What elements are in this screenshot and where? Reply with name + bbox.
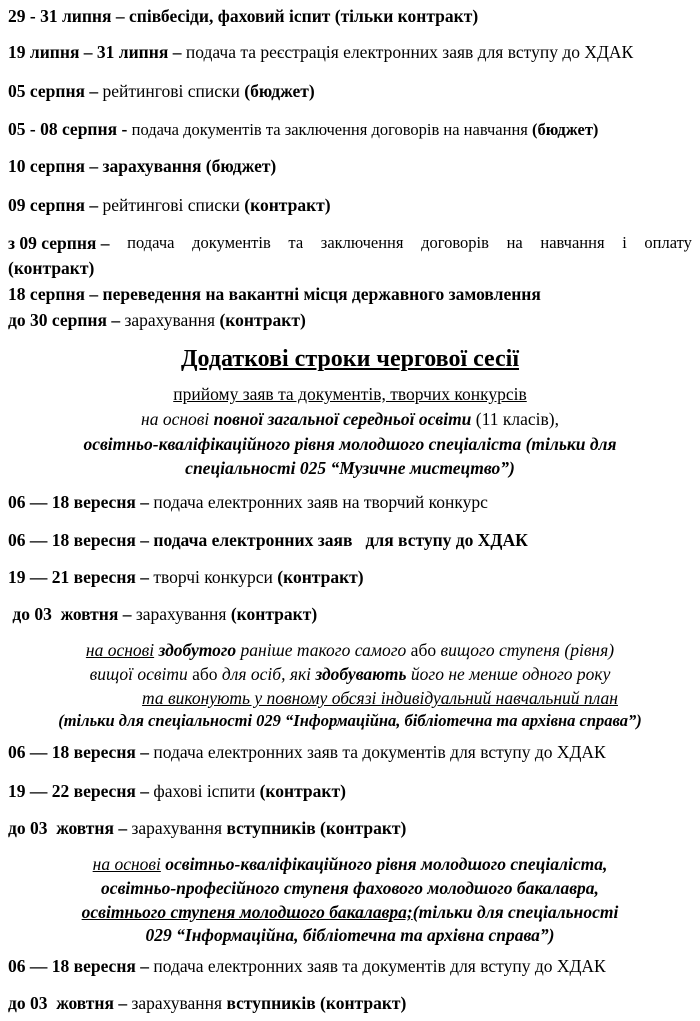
row-suffix: (контракт) — [215, 310, 306, 330]
schedule-row — [8, 232, 692, 254]
basis-line: освітньо-професійного ступеня фахового молодшого бакалавра, — [101, 878, 599, 898]
row-separator: – — [135, 567, 154, 587]
basis-text: або — [410, 640, 437, 660]
basis-line: освітньо-кваліфікаційного рівня молодшого спеціаліста (тільки для — [83, 434, 617, 454]
row-suffix: вступників (контракт) — [222, 818, 407, 838]
schedule-row — [8, 566, 692, 588]
basis-text: вищої освіти — [89, 664, 193, 684]
basis-emphasis: здобувають — [315, 664, 407, 684]
row-separator: – — [135, 956, 154, 976]
row-separator: – — [85, 156, 103, 176]
row-dates: 10 серпня — [8, 156, 85, 176]
row-word: заключення — [320, 233, 404, 252]
row-dates: 09 серпня — [8, 195, 85, 215]
row-dates — [8, 232, 110, 254]
basis-emphasis: здобутого — [158, 640, 237, 660]
row-suffix: (бюджет) — [527, 120, 599, 139]
basis-text: раніше такого самого — [236, 640, 411, 660]
row-text: переведення на вакантні місця державного замовлення — [102, 284, 541, 304]
schedule-row — [8, 529, 692, 551]
row-text: подача електронних заяв на творчий конкурс — [153, 492, 488, 512]
row-separator: – — [113, 818, 132, 838]
basis-line — [0, 853, 700, 875]
row-dates: 19 липня – 31 липня — [8, 42, 169, 62]
basis-line — [0, 408, 700, 430]
row-word: навчання — [540, 233, 605, 252]
row-suffix: (контракт) — [255, 781, 346, 801]
basis-line — [0, 639, 700, 661]
row-text: подача електронних заяв та документів для вступу до ХДАК — [153, 742, 606, 762]
row-text: подача електронних заяв та документів для вступу до ХДАК — [153, 956, 606, 976]
schedule-row — [8, 491, 692, 513]
basis-text: вищого ступеня (рівня) — [436, 640, 615, 660]
basis-text: на основі — [92, 854, 161, 874]
row-suffix: (контракт) — [272, 567, 364, 587]
row-dates: до 03 жовтня — [8, 818, 114, 838]
row-suffix: (бюджет) — [239, 81, 315, 101]
row-text: рейтингові списки — [102, 195, 240, 215]
row-dates: 18 серпня — [8, 284, 85, 304]
basis-line: (тільки для спеціальності 029 “Інформаційна, бібліотечна та архівна справа”) — [58, 711, 642, 730]
row-dates: 29 - 31 липня — [8, 6, 112, 26]
row-separator: – — [118, 604, 136, 624]
row-separator: – — [135, 781, 154, 801]
basis-line: 029 “Інформаційна, бібліотечна та архівна справа”) — [145, 925, 555, 945]
schedule-row — [8, 5, 692, 27]
row-dates-text: з 09 серпня — [8, 233, 97, 253]
row-suffix: (контракт) — [239, 195, 331, 215]
basis-line — [0, 901, 700, 923]
row-dates: 19 — 21 вересня — [8, 567, 136, 587]
row-text: подача електронних заяв для вступу до ХДАК — [153, 530, 528, 550]
row-text: подача та реєстрація електронних заяв для вступу до ХДАК — [185, 42, 634, 62]
row-separator: – — [135, 742, 154, 762]
schedule-row — [8, 741, 692, 763]
row-text: зарахування — [131, 818, 223, 838]
row-word: та — [288, 233, 304, 252]
row-separator: – — [135, 492, 154, 512]
schedule-row — [8, 309, 692, 331]
row-dates: 06 — 18 вересня — [8, 492, 136, 512]
schedule-row — [8, 41, 692, 63]
row-separator: – — [111, 6, 129, 26]
basis-text: на основі — [85, 640, 155, 660]
section-subtitle: прийому заяв та документів, творчих конкурсів — [173, 384, 527, 404]
row-word: на — [506, 233, 523, 252]
row-word: подача — [127, 233, 175, 252]
row-dates: 06 — 18 вересня — [8, 530, 136, 550]
row-separator: – — [135, 530, 154, 550]
row-separator: – — [168, 42, 186, 62]
row-text: творчі конкурси — [153, 567, 273, 587]
row-text: подача документів та заключення договорів на навчання — [131, 120, 528, 139]
row-word: і — [622, 233, 627, 252]
basis-emphasis: освітньо-кваліфікаційного рівня молодшого спеціаліста, — [160, 854, 608, 874]
row-dates: до 03 жовтня — [8, 604, 119, 624]
row-separator: – — [113, 993, 132, 1013]
row-text: зарахування (бюджет) — [102, 156, 277, 176]
row-separator: – — [96, 233, 110, 253]
row-continuation: (контракт) — [8, 258, 95, 278]
basis-emphasis: освітнього ступеня молодшого бакалавра; — [81, 902, 413, 922]
row-word: оплату — [644, 233, 692, 252]
schedule-row — [8, 817, 692, 839]
basis-line — [0, 663, 700, 685]
row-text: фахові іспити — [153, 781, 256, 801]
basis-text: його не менше одного року — [406, 664, 611, 684]
row-dates: 06 — 18 вересня — [8, 742, 136, 762]
row-text: зарахування — [135, 604, 227, 624]
basis-text: (11 класів), — [471, 409, 559, 429]
row-dates: 19 — 22 вересня — [8, 781, 136, 801]
schedule-row — [8, 955, 692, 977]
basis-line: спеціальності 025 “Музичне мистецтво”) — [185, 458, 515, 478]
schedule-row — [8, 155, 692, 177]
schedule-row — [8, 283, 692, 305]
row-text: співбесіди, фаховий іспит (тільки контракт) — [129, 6, 479, 26]
basis-text: на основі — [141, 409, 214, 429]
schedule-row — [8, 603, 692, 625]
schedule-row — [8, 780, 692, 802]
schedule-row — [8, 992, 692, 1014]
row-separator: – — [85, 195, 103, 215]
basis-emphasis: (тільки для спеціальності — [412, 902, 619, 922]
basis-emphasis: повної загальної середньої освіти — [213, 409, 472, 429]
row-text: зарахування — [131, 993, 223, 1013]
basis-text: для осіб, які — [217, 664, 316, 684]
row-dates: до 03 жовтня — [8, 993, 114, 1013]
schedule-row — [8, 80, 692, 102]
row-text: зарахування — [124, 310, 216, 330]
section-title: Додаткові строки чергової сесії — [181, 346, 519, 372]
row-dates: 06 — 18 вересня — [8, 956, 136, 976]
row-suffix: вступників (контракт) — [222, 993, 407, 1013]
basis-line: та виконують у повному обсязі індивідуальний навчальний план — [142, 688, 618, 708]
row-word: документів — [192, 233, 271, 252]
row-separator: - — [117, 119, 132, 139]
row-separator: – — [85, 81, 103, 101]
row-dates: 05 серпня — [8, 81, 85, 101]
row-dates: до 30 серпня — [8, 310, 107, 330]
row-separator: – — [106, 310, 125, 330]
row-separator: – — [85, 284, 103, 304]
schedule-row — [8, 118, 692, 141]
basis-text: або — [192, 664, 218, 684]
schedule-row — [8, 194, 692, 216]
row-word: договорів — [421, 233, 489, 252]
row-dates: 05 - 08 серпня — [8, 119, 118, 139]
row-suffix: (контракт) — [226, 604, 318, 624]
row-text: рейтингові списки — [102, 81, 240, 101]
